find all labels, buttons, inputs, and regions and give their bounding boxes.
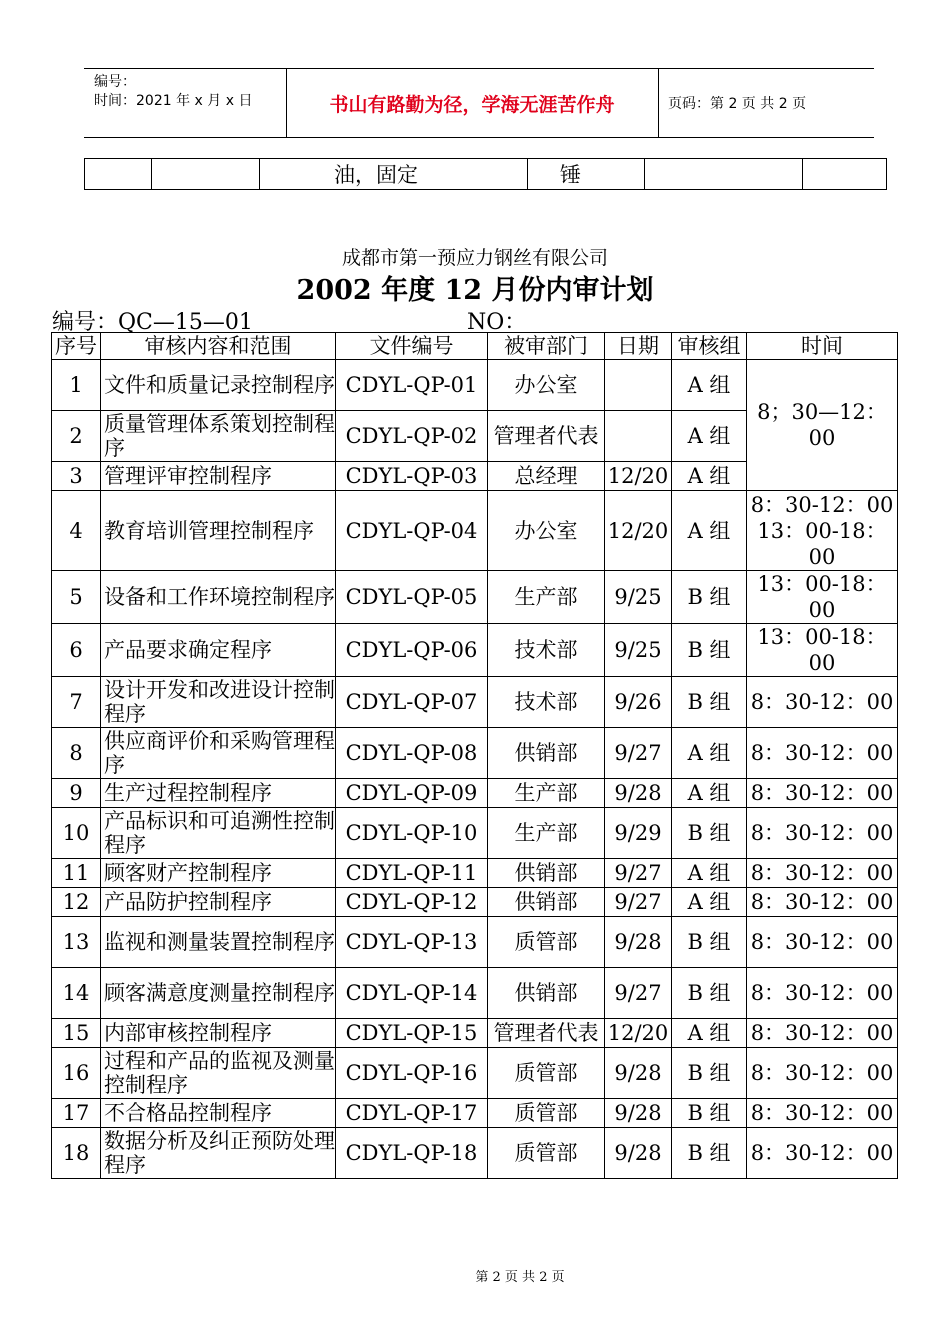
audited-department: 生产部 — [488, 779, 605, 808]
audit-date: 9/27 — [605, 968, 672, 1019]
table-cell — [645, 159, 803, 190]
audit-content: 质量管理体系策划控制程序 — [101, 411, 336, 462]
audit-content: 数据分析及纠正预防处理程序 — [101, 1128, 336, 1179]
file-code: CDYL-QP-06 — [336, 624, 488, 677]
row-number: 17 — [52, 1099, 101, 1128]
page-footer: 第 2 页 共 2 页 — [475, 1270, 565, 1285]
audit-time: 8：30-12：00 — [747, 1099, 898, 1128]
audit-group: A 组 — [672, 779, 747, 808]
audit-date: 9/26 — [605, 677, 672, 728]
row-number: 12 — [52, 888, 101, 917]
row-number: 14 — [52, 968, 101, 1019]
audited-department: 生产部 — [488, 808, 605, 859]
audit-group: B 组 — [672, 1099, 747, 1128]
table-row — [52, 779, 898, 808]
audit-group: A 组 — [672, 360, 747, 411]
audited-department: 管理者代表 — [488, 411, 605, 462]
audit-group: B 组 — [672, 677, 747, 728]
column-header: 序号 — [52, 333, 101, 360]
table-row — [52, 859, 898, 888]
file-code: CDYL-QP-12 — [336, 888, 488, 917]
row-number: 18 — [52, 1128, 101, 1179]
audited-department: 生产部 — [488, 571, 605, 624]
table-row — [52, 808, 898, 859]
column-header: 审核组 — [672, 333, 747, 360]
table-row — [52, 491, 898, 571]
audit-date: 9/25 — [605, 624, 672, 677]
audit-date — [605, 360, 672, 411]
row-number: 2 — [52, 411, 101, 462]
audit-date: 9/27 — [605, 728, 672, 779]
file-code: CDYL-QP-16 — [336, 1048, 488, 1099]
row-number: 16 — [52, 1048, 101, 1099]
audit-content: 产品要求确定程序 — [101, 624, 336, 677]
audited-department: 质管部 — [488, 1048, 605, 1099]
audit-date: 9/27 — [605, 859, 672, 888]
column-header: 审核内容和范围 — [101, 333, 336, 360]
audit-content: 顾客财产控制程序 — [101, 859, 336, 888]
row-number: 10 — [52, 808, 101, 859]
previous-page-table-remnant — [84, 158, 887, 190]
audited-department: 质管部 — [488, 917, 605, 968]
audit-date: 9/25 — [605, 571, 672, 624]
audited-department: 供销部 — [488, 859, 605, 888]
audit-date: 9/28 — [605, 1128, 672, 1179]
row-number: 15 — [52, 1019, 101, 1048]
table-row — [52, 968, 898, 1019]
column-header: 日期 — [605, 333, 672, 360]
audit-content: 生产过程控制程序 — [101, 779, 336, 808]
file-code: CDYL-QP-09 — [336, 779, 488, 808]
audit-group: B 组 — [672, 917, 747, 968]
audit-date: 9/28 — [605, 917, 672, 968]
audit-group: A 组 — [672, 462, 747, 491]
audit-content: 教育培训管理控制程序 — [101, 491, 336, 571]
audited-department: 供销部 — [488, 968, 605, 1019]
audit-time: 8：30-12：00 — [747, 808, 898, 859]
audit-time: 8：30-12：00 — [747, 968, 898, 1019]
file-code: CDYL-QP-01 — [336, 360, 488, 411]
row-number: 7 — [52, 677, 101, 728]
audit-time: 8：30-12：00 — [747, 728, 898, 779]
audit-content: 设计开发和改进设计控制程序 — [101, 677, 336, 728]
file-code: CDYL-QP-10 — [336, 808, 488, 859]
number-label: 编号： — [94, 74, 136, 90]
audit-group: B 组 — [672, 571, 747, 624]
document-code: 编号：QC—15—01 — [52, 310, 253, 335]
audit-time: 8；30—12：00 — [747, 360, 898, 491]
audit-time: 13：00-18：00 — [747, 571, 898, 624]
column-header: 被审部门 — [488, 333, 605, 360]
date-label: 时间：2021 年 x 月 x 日 — [94, 93, 253, 109]
audit-group: A 组 — [672, 411, 747, 462]
file-code: CDYL-QP-11 — [336, 859, 488, 888]
file-code: CDYL-QP-15 — [336, 1019, 488, 1048]
audited-department: 质管部 — [488, 1128, 605, 1179]
audited-department: 技术部 — [488, 624, 605, 677]
file-code: CDYL-QP-17 — [336, 1099, 488, 1128]
audit-time: 8：30-12：00 13：00-18：00 — [747, 491, 898, 571]
audit-group: B 组 — [672, 1128, 747, 1179]
row-number: 9 — [52, 779, 101, 808]
company-name: 成都市第一预应力钢丝有限公司 — [341, 247, 608, 269]
audit-group: A 组 — [672, 728, 747, 779]
audit-content: 供应商评价和采购管理程序 — [101, 728, 336, 779]
table-row — [52, 728, 898, 779]
audit-date: 9/28 — [605, 1048, 672, 1099]
row-number: 11 — [52, 859, 101, 888]
audit-time: 8：30-12：00 — [747, 917, 898, 968]
audit-content: 不合格品控制程序 — [101, 1099, 336, 1128]
audited-department: 供销部 — [488, 888, 605, 917]
audited-department: 质管部 — [488, 1099, 605, 1128]
audit-group: B 组 — [672, 968, 747, 1019]
row-number: 6 — [52, 624, 101, 677]
audit-date: 12/20 — [605, 462, 672, 491]
file-code: CDYL-QP-08 — [336, 728, 488, 779]
table-row — [52, 677, 898, 728]
header-page-label: 页码：第 2 页 共 2 页 — [668, 96, 807, 112]
row-number: 8 — [52, 728, 101, 779]
audited-department: 总经理 — [488, 462, 605, 491]
audit-date: 12/20 — [605, 1019, 672, 1048]
audit-content: 顾客满意度测量控制程序 — [101, 968, 336, 1019]
table-row — [52, 571, 898, 624]
row-number: 3 — [52, 462, 101, 491]
table-header-row — [52, 333, 898, 360]
audit-group: A 组 — [672, 491, 747, 571]
audit-content: 监视和测量装置控制程序 — [101, 917, 336, 968]
audit-content: 管理评审控制程序 — [101, 462, 336, 491]
audit-date: 9/28 — [605, 779, 672, 808]
audit-time: 8：30-12：00 — [747, 779, 898, 808]
table-row — [52, 1048, 898, 1099]
column-header: 文件编号 — [336, 333, 488, 360]
document-no: NO： — [467, 310, 527, 335]
file-code: CDYL-QP-05 — [336, 571, 488, 624]
table-cell: 油，固定 — [260, 159, 528, 190]
audit-content: 设备和工作环境控制程序 — [101, 571, 336, 624]
table-row — [52, 624, 898, 677]
audit-content: 产品标识和可追溯性控制程序 — [101, 808, 336, 859]
audit-content: 文件和质量记录控制程序 — [101, 360, 336, 411]
audited-department: 供销部 — [488, 728, 605, 779]
file-code: CDYL-QP-03 — [336, 462, 488, 491]
audit-group: B 组 — [672, 808, 747, 859]
file-code: CDYL-QP-07 — [336, 677, 488, 728]
row-number: 5 — [52, 571, 101, 624]
audit-time: 8：30-12：00 — [747, 888, 898, 917]
file-code: CDYL-QP-02 — [336, 411, 488, 462]
audit-date: 9/27 — [605, 888, 672, 917]
table-row — [52, 360, 898, 411]
audit-plan-table — [51, 332, 898, 1179]
file-code: CDYL-QP-14 — [336, 968, 488, 1019]
audit-group: A 组 — [672, 1019, 747, 1048]
audit-time: 13：00-18：00 — [747, 624, 898, 677]
audit-time: 8：30-12：00 — [747, 859, 898, 888]
audited-department: 管理者代表 — [488, 1019, 605, 1048]
row-number: 1 — [52, 360, 101, 411]
audit-content: 产品防护控制程序 — [101, 888, 336, 917]
audited-department: 技术部 — [488, 677, 605, 728]
audit-date: 9/29 — [605, 808, 672, 859]
table-cell: 锤 — [528, 159, 645, 190]
table-row — [52, 1099, 898, 1128]
audit-date: 12/20 — [605, 491, 672, 571]
audit-group: A 组 — [672, 859, 747, 888]
page-header — [84, 68, 874, 138]
table-row — [52, 1019, 898, 1048]
audit-time: 8：30-12：00 — [747, 1019, 898, 1048]
audit-group: A 组 — [672, 888, 747, 917]
audit-content: 内部审核控制程序 — [101, 1019, 336, 1048]
file-code: CDYL-QP-04 — [336, 491, 488, 571]
header-meta — [94, 73, 252, 111]
table-cell — [85, 159, 152, 190]
table-cell — [803, 159, 887, 190]
audited-department: 办公室 — [488, 360, 605, 411]
audited-department: 办公室 — [488, 491, 605, 571]
table-row — [52, 1128, 898, 1179]
audit-content: 过程和产品的监视及测量控制程序 — [101, 1048, 336, 1099]
table-row — [85, 159, 887, 190]
audit-group: B 组 — [672, 1048, 747, 1099]
column-header: 时间 — [747, 333, 898, 360]
file-code: CDYL-QP-18 — [336, 1128, 488, 1179]
document-title: 2002 年度 12 月份内审计划 — [296, 275, 654, 306]
audit-date — [605, 411, 672, 462]
header-divider — [658, 69, 659, 137]
audit-group: B 组 — [672, 624, 747, 677]
table-row — [52, 917, 898, 968]
file-code: CDYL-QP-13 — [336, 917, 488, 968]
audit-time: 8：30-12：00 — [747, 1128, 898, 1179]
table-row — [52, 888, 898, 917]
audit-time: 8：30-12：00 — [747, 1048, 898, 1099]
header-motto: 书山有路勤为径，学海无涯苦作舟 — [329, 93, 615, 116]
audit-date: 9/28 — [605, 1099, 672, 1128]
row-number: 4 — [52, 491, 101, 571]
row-number: 13 — [52, 917, 101, 968]
audit-time: 8：30-12：00 — [747, 677, 898, 728]
table-cell — [152, 159, 260, 190]
